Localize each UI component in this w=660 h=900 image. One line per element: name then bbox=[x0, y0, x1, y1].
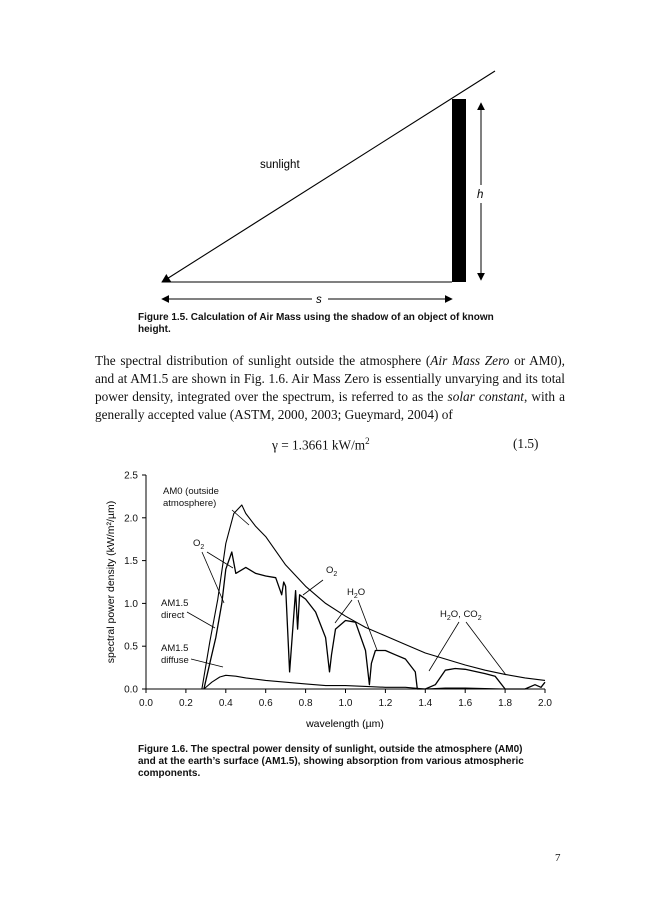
body-text-b: or AM0), and at AM1.5 are shown in Fig. 1.6. Air Mass Zero is essentially unvarying and its total power density, integrated over the spectrum, is referred to as the bbox=[95, 353, 565, 404]
h2o-annotation bbox=[347, 587, 365, 600]
x-tick-label: 1.0 bbox=[338, 698, 353, 709]
body-paragraph bbox=[95, 352, 565, 424]
y-tick-label: 0.5 bbox=[124, 641, 138, 653]
sunlight-ray-line bbox=[162, 71, 495, 282]
y-tick-label: 1.5 bbox=[124, 556, 138, 568]
air-mass-zero-term: Air Mass Zero bbox=[430, 353, 510, 368]
x-tick-label: 0.0 bbox=[139, 698, 153, 709]
am15-direct-annotation-line1: AM1.5 bbox=[161, 598, 189, 609]
x-tick-label: 1.6 bbox=[458, 698, 473, 709]
figure-1-6-caption-line1: Figure 1.6. The spectral power density of sunlight, outside the atmosphere (AM0) bbox=[138, 744, 523, 755]
h2o-co2-annotation-text: O, CO bbox=[450, 609, 478, 620]
equation-lhs: γ = 1.3661 kW/m bbox=[272, 437, 366, 453]
figure-1-6-caption bbox=[138, 744, 558, 780]
h2o-annotation-h: H bbox=[347, 587, 354, 598]
h2o-co2-annotation bbox=[440, 609, 482, 622]
x-tick-label: 0.4 bbox=[218, 698, 233, 709]
equation-number: (1.5) bbox=[513, 436, 539, 451]
x-tick-label: 1.8 bbox=[498, 698, 513, 709]
y-tick-label: 0.0 bbox=[124, 684, 138, 696]
body-text-c: , with a generally accepted value (ASTM, 2000, 2003; Gueymard, 2004) of bbox=[95, 389, 565, 422]
sunlight-label: sunlight bbox=[260, 159, 300, 171]
x-tick-label: 0.8 bbox=[298, 698, 313, 709]
am15-diffuse-annotation-line1: AM1.5 bbox=[161, 643, 189, 654]
x-tick-label: 0.6 bbox=[258, 698, 273, 709]
am0-annotation-line2: atmosphere) bbox=[163, 498, 217, 509]
x-tick-label: 0.2 bbox=[178, 698, 193, 709]
figure-1-6-caption-line3: components. bbox=[138, 768, 201, 779]
x-tick-label: 2.0 bbox=[538, 698, 552, 709]
am15-direct-leader-line bbox=[187, 612, 215, 628]
h2o-co2-annotation-h: H bbox=[440, 609, 447, 620]
h2o-co2-annotation-sub1: 2 bbox=[446, 615, 451, 622]
am15-diffuse-annotation-line2: diffuse bbox=[161, 655, 189, 666]
figure-1-6-caption-line2: and at the earth’s surface (AM1.5), showing absorption from various atmospheric bbox=[138, 756, 524, 767]
x-axis-title: wavelength (µm) bbox=[306, 718, 384, 730]
y-axis-title: spectral power density (kW/m²/µm) bbox=[105, 500, 117, 664]
equation-1-5 bbox=[0, 436, 660, 456]
body-text-a: The spectral distribution of sunlight outside the atmosphere ( bbox=[95, 353, 431, 368]
series-line-am1-5-direct bbox=[204, 552, 545, 689]
am0-leader-line bbox=[232, 510, 249, 525]
o2-annotation-2-sub: 2 bbox=[333, 571, 338, 578]
h2o-co2-annotation-sub2: 2 bbox=[477, 615, 482, 622]
y-tick-label: 1.0 bbox=[124, 598, 138, 610]
shadow-label: s bbox=[316, 294, 322, 306]
air-mass-diagram bbox=[0, 0, 660, 310]
figure-1-5-caption-line2: height. bbox=[138, 324, 171, 335]
h2o-annotation-o: O bbox=[357, 587, 366, 598]
solar-constant-term: solar constant bbox=[447, 389, 524, 404]
series-line-am0 bbox=[202, 505, 545, 689]
series-line-am1-5-diffuse bbox=[204, 675, 545, 689]
y-tick-label: 2.0 bbox=[124, 513, 138, 525]
o2-annotation-2 bbox=[326, 565, 337, 578]
height-label: h bbox=[477, 189, 484, 201]
spectrum-chart bbox=[0, 460, 660, 730]
x-tick-label: 1.4 bbox=[418, 698, 433, 709]
equation-body bbox=[272, 436, 370, 453]
o2-annotation-1-sub: 2 bbox=[200, 544, 205, 551]
object-pole bbox=[452, 99, 466, 282]
h2o-annotation-sub: 2 bbox=[353, 593, 358, 600]
h2o-co2-leader-line-1 bbox=[429, 622, 459, 671]
am0-annotation-line1: AM0 (outside bbox=[163, 486, 219, 497]
equation-sup: 2 bbox=[365, 436, 370, 446]
o2-annotation-2-main: O bbox=[326, 565, 334, 576]
o2-annotation-1 bbox=[193, 538, 204, 551]
x-tick-label: 1.2 bbox=[378, 698, 393, 709]
figure-1-5-caption-line1: Figure 1.5. Calculation of Air Mass using the shadow of an object of known bbox=[138, 312, 494, 323]
am15-direct-annotation-line2: direct bbox=[161, 610, 185, 621]
o2-annotation-1-main: O bbox=[193, 538, 201, 549]
y-tick-label: 2.5 bbox=[124, 470, 138, 482]
page-number: 7 bbox=[555, 852, 561, 864]
figure-1-5-caption bbox=[138, 312, 538, 336]
